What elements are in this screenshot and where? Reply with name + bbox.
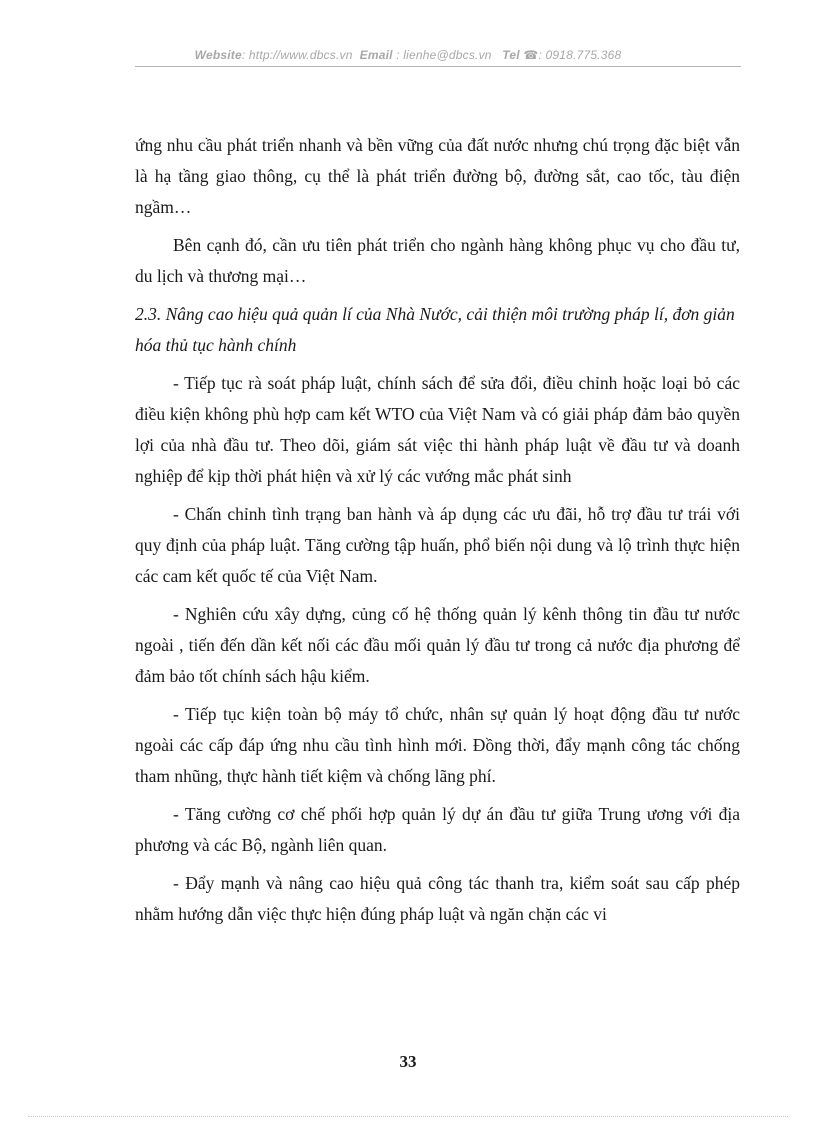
email-value: : lienhe@dbcs.vn xyxy=(396,48,492,62)
telephone-icon: ☎ xyxy=(523,48,539,62)
paragraph-aviation: Bên cạnh đó, cần ưu tiên phát triển cho ngành hàng không phục vụ cho đầu tư, du lịch và thương mại… xyxy=(135,235,740,286)
page-header xyxy=(0,48,816,62)
website-label: Website xyxy=(194,48,242,62)
bullet-paragraph: - Nghiên cứu xây dựng, củng cố hệ thống quản lý kênh thông tin đầu tư nước ngoài , tiến đến dần kết nối các đầu mối quản lý đầu tư trong cả nước địa phương để đảm bảo tốt chính sách hậu kiểm. xyxy=(135,604,740,686)
header-divider xyxy=(135,66,741,67)
document-body xyxy=(135,130,740,937)
email-label: Email xyxy=(359,48,393,62)
bullet-paragraph: - Tiếp tục rà soát pháp luật, chính sách để sửa đổi, điều chỉnh hoặc loại bỏ các điều kiện không phù hợp cam kết WTO của Việt Nam và có giải pháp đảm bảo quyền lợi của nhà đầu tư. Theo dõi, giám sát việc thi hành pháp luật về đầu tư và doanh nghiệp để kịp thời phát hiện và xử lý các vướng mắc phát sinh xyxy=(135,373,740,486)
tel-value: : 0918.775.368 xyxy=(538,48,622,62)
page-number: 33 xyxy=(399,1052,417,1071)
bullet-paragraph: - Chấn chỉnh tình trạng ban hành và áp dụng các ưu đãi, hỗ trợ đầu tư trái với quy định của pháp luật. Tăng cường tập huấn, phổ biến nội dung và lộ trình thực hiện các cam kết quốc tế của Việt Nam. xyxy=(135,504,740,586)
website-value: : http://www.dbcs.vn xyxy=(241,48,353,62)
bullet-paragraph: - Tăng cường cơ chế phối hợp quản lý dự án đầu tư giữa Trung ương với địa phương và các Bộ, ngành liên quan. xyxy=(135,804,740,855)
tel-label: Tel xyxy=(502,48,520,62)
bullet-paragraph: - Tiếp tục kiện toàn bộ máy tổ chức, nhân sự quản lý hoạt động đầu tư nước ngoài các cấp đáp ứng nhu cầu tình hình mới. Đồng thời, đẩy mạnh công tác chống tham nhũng, thực hành tiết kiệm và chống lãng phí. xyxy=(135,704,740,786)
footer-divider xyxy=(28,1116,788,1117)
bullet-paragraph: - Đẩy mạnh và nâng cao hiệu quả công tác thanh tra, kiểm soát sau cấp phép nhằm hướng dẫn việc thực hiện đúng pháp luật và ngăn chặn các vi xyxy=(135,873,740,924)
section-heading: 2.3. Nâng cao hiệu quả quản lí của Nhà Nước, cải thiện môi trường pháp lí, đơn giản hóa thủ tục hành chính xyxy=(135,304,735,355)
paragraph-continuation: ứng nhu cầu phát triển nhanh và bền vững của đất nước nhưng chú trọng đặc biệt vẫn là hạ tầng giao thông, cụ thể là phát triển đường bộ, đường sắt, cao tốc, tàu điện ngầm… xyxy=(135,135,740,217)
